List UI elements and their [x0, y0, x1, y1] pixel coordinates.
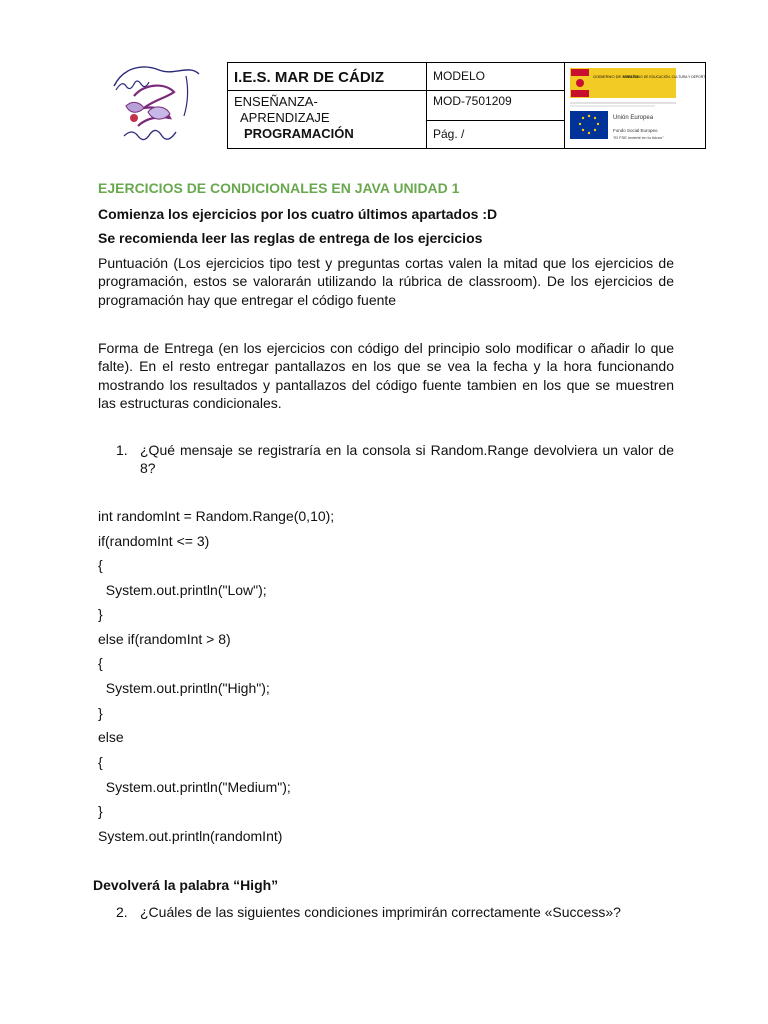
code-line: {	[98, 655, 103, 671]
instruction-1: Comienza los ejercicios por los cuatro últimos apartados :D	[98, 206, 498, 222]
code-line: }	[98, 705, 103, 721]
eu-label: Unión Europea	[613, 115, 654, 121]
area-line2: APRENDIZAJE	[240, 110, 330, 125]
model-code: MOD-7501209	[427, 91, 565, 121]
question-2	[116, 903, 674, 921]
code-line: else	[98, 729, 124, 745]
code-line: System.out.println("Medium");	[98, 779, 291, 795]
code-line: }	[98, 803, 103, 819]
fund-slogan: "El FSE invierte en tu futuro"	[613, 135, 664, 140]
question-1-text: ¿Qué mensaje se registraría en la consola si Random.Range devolviera un valor de 8?	[140, 442, 674, 476]
school-logo	[104, 56, 204, 148]
code-line: {	[98, 754, 103, 770]
gobierno-text: GOBIERNO DE ESPAÑA	[593, 74, 639, 79]
subject-cell	[228, 91, 427, 149]
subject-name: PROGRAMACIÓN	[244, 126, 354, 141]
question-1-number: 1.	[116, 442, 128, 458]
header-table	[227, 62, 706, 149]
code-line: int randomInt = Random.Range(0,10);	[98, 508, 335, 524]
puntuacion-paragraph: Puntuación (Los ejercicios tipo test y preguntas cortas valen la mitad que los ejercicios de programación, estos se valorarán utilizando la rúbrica de classroom). De los ejercicios de programación hay que entregar el código fuente	[98, 255, 674, 308]
question-1	[116, 441, 674, 477]
answer-1: Devolverá la palabra “High”	[93, 877, 279, 893]
school-name: I.E.S. MAR DE CÁDIZ	[228, 63, 427, 91]
ministerio-text: MINISTERIO DE EDUCACIÓN, CULTURA Y DEPORTE	[623, 75, 705, 79]
area-line1: ENSEÑANZA-	[234, 94, 318, 109]
page-label: Pág. /	[427, 121, 565, 149]
gov-eu-logos	[565, 63, 705, 143]
instruction-2: Se recomienda leer las reglas de entrega de los ejercicios	[98, 230, 483, 246]
code-line: }	[98, 606, 103, 622]
code-line: else if(randomInt > 8)	[98, 631, 231, 647]
doc-type-label: MODELO	[427, 63, 565, 91]
fund-label: Fondo Social Europeo	[613, 128, 658, 133]
code-line: System.out.println("High");	[98, 680, 270, 696]
code-line: System.out.println(randomInt)	[98, 828, 283, 844]
code-line: if(randomInt <= 3)	[98, 533, 210, 549]
gov-logos	[565, 63, 706, 149]
entrega-paragraph: Forma de Entrega (en los ejercicios con código del principio solo modificar o añadir lo que falte). En el resto entregar pantallazos en los que se vea la fecha y la hora funcionando mostrando los resultados y pantallazos del código fuente tambien en los que se muestren las estructuras condicionales.	[98, 340, 674, 411]
code-line: {	[98, 557, 103, 573]
question-2-text: ¿Cuáles de las siguientes condiciones imprimirán correctamente «Success»?	[140, 904, 621, 920]
document-title: EJERCICIOS DE CONDICIONALES EN JAVA UNIDAD 1	[98, 180, 460, 196]
code-line: System.out.println("Low");	[98, 582, 267, 598]
question-2-number: 2.	[116, 904, 128, 920]
